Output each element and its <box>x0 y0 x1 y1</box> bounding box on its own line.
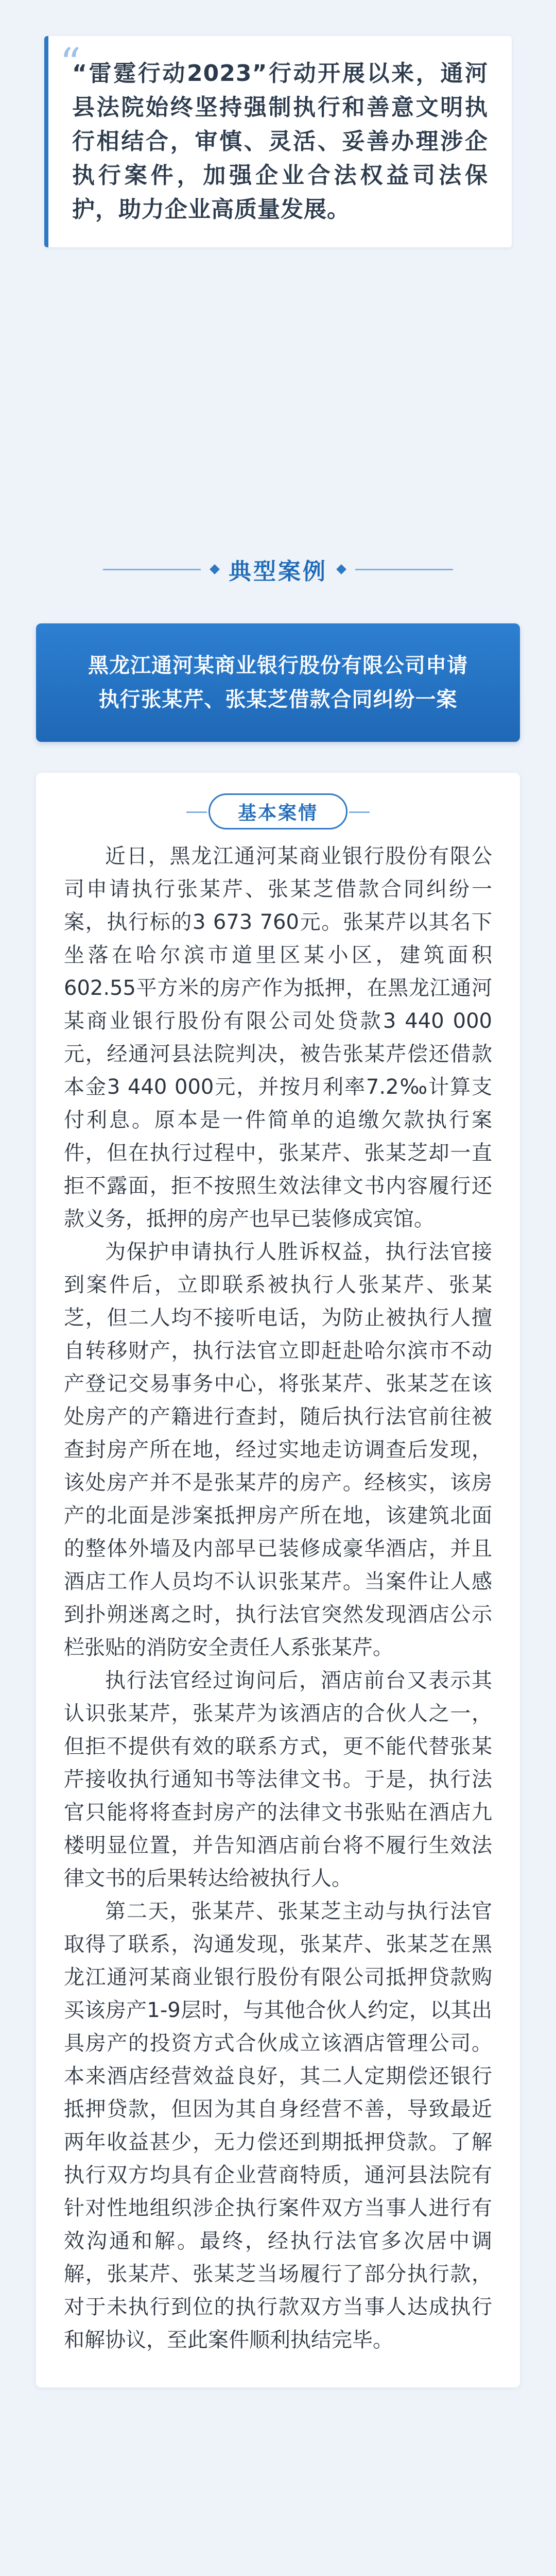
case-title-line-1: 黑龙江通河某商业银行股份有限公司申请 <box>88 654 468 677</box>
case-title-line-2: 执行张某芹、张某芝借款合同纠纷一案 <box>98 688 458 711</box>
intro-text: “雷霆行动2023”行动开展以来，通河县法院始终坚持强制执行和善意文明执行相结合，审慎、灵活、妥善办理涉企执行案件，加强企业合法权益司法保护，助力企业高质量发展。 <box>72 60 488 223</box>
basic-case-label: 基本案情 <box>208 793 348 829</box>
divider-line <box>103 569 201 570</box>
case-paragraph: 为保护申请执行人胜诉权益，执行法官接到案件后，立即联系被执行人张某芹、张某芝，但二人均不接听电话，为防止被执行人擅自转移财产，执行法官立即赶赴哈尔滨市不动产登记交易事务中心，将张某芹、张某芝在该处房产的产籍进行查封，随后执行法官前往被查封房产所在地，经过实地走访调查后发现，该处房产并不是张某芹的房产。经核实，该房产的北面是涉案抵押房产所在地，该建筑北面的整体外墙及内部早已装修成豪华酒店，并且酒店工作人员均不认识张某芹。当案件让人感到扑朔迷离之时，执行法官突然发现酒店公示栏张贴的消防安全责任人系张某芹。 <box>64 1240 492 1659</box>
basic-case-card <box>36 773 520 2387</box>
section-title: 典型案例 <box>229 558 327 585</box>
case-paragraph: 第二天，张某芹、张某芝主动与执行法官取得了联系，沟通发现，张某芹、张某芝在黑龙江通河某商业银行股份有限公司抵押贷款购买该房产1-9层时，与其他合伙人约定，以其出具房产的投资方式合伙成立该酒店管理公司。本来酒店经营效益良好，其二人定期偿还银行抵押贷款，但因为其自身经营不善，导致最近两年收益甚少，无力偿还到期抵押贷款。了解执行双方均具有企业营商特质，通河县法院有针对性地组织涉企执行案件双方当事人进行有效沟通和解。最终，经执行法官多次居中调解，张某芹、张某芝当场履行了部分执行款，对于未执行到位的执行款双方当事人达成执行和解协议，至此案件顺利执结完毕。 <box>64 1900 492 2352</box>
diamond-icon <box>210 564 220 574</box>
case-paragraph: 执行法官经过询问后，酒店前台又表示其认识张某芹，张某芹为该酒店的合伙人之一，但拒不提供有效的联系方式，更不能代替张某芹接收执行通知书等法律文书。于是，执行法官只能将将查封房产的法律文书张贴在酒店九楼明显位置，并告知酒店前台将不履行生效法律文书的后果转达给被执行人。 <box>64 1669 492 1890</box>
diamond-icon <box>336 564 346 574</box>
case-title-banner <box>36 623 520 742</box>
intro-box <box>44 36 512 247</box>
divider-line <box>355 569 453 570</box>
case-paragraph: 近日，黑龙江通河某商业银行股份有限公司申请执行张某芹、张某芝借款合同纠纷一案，执行标的3 673 760元。张某芹以其名下坐落在哈尔滨市道里区某小区，建筑面积602.55平方米的房产作为抵押，在黑龙江通河某商业银行股份有限公司处贷款3 440 000元，经通河县法院判决，被告张某芹偿还借款本金3 440 000元，并按月利率7.2‰计算支付利息。原本是一件简单的追缴欠款执行案件，但在执行过程中，张某芹、张某芝却一直拒不露面，拒不按照生效法律文书内容履行还款义务，抵押的房产也早已装修成宾馆。 <box>64 844 492 1231</box>
quote-icon: “ <box>60 39 81 87</box>
section-heading-typical-case <box>0 546 556 592</box>
